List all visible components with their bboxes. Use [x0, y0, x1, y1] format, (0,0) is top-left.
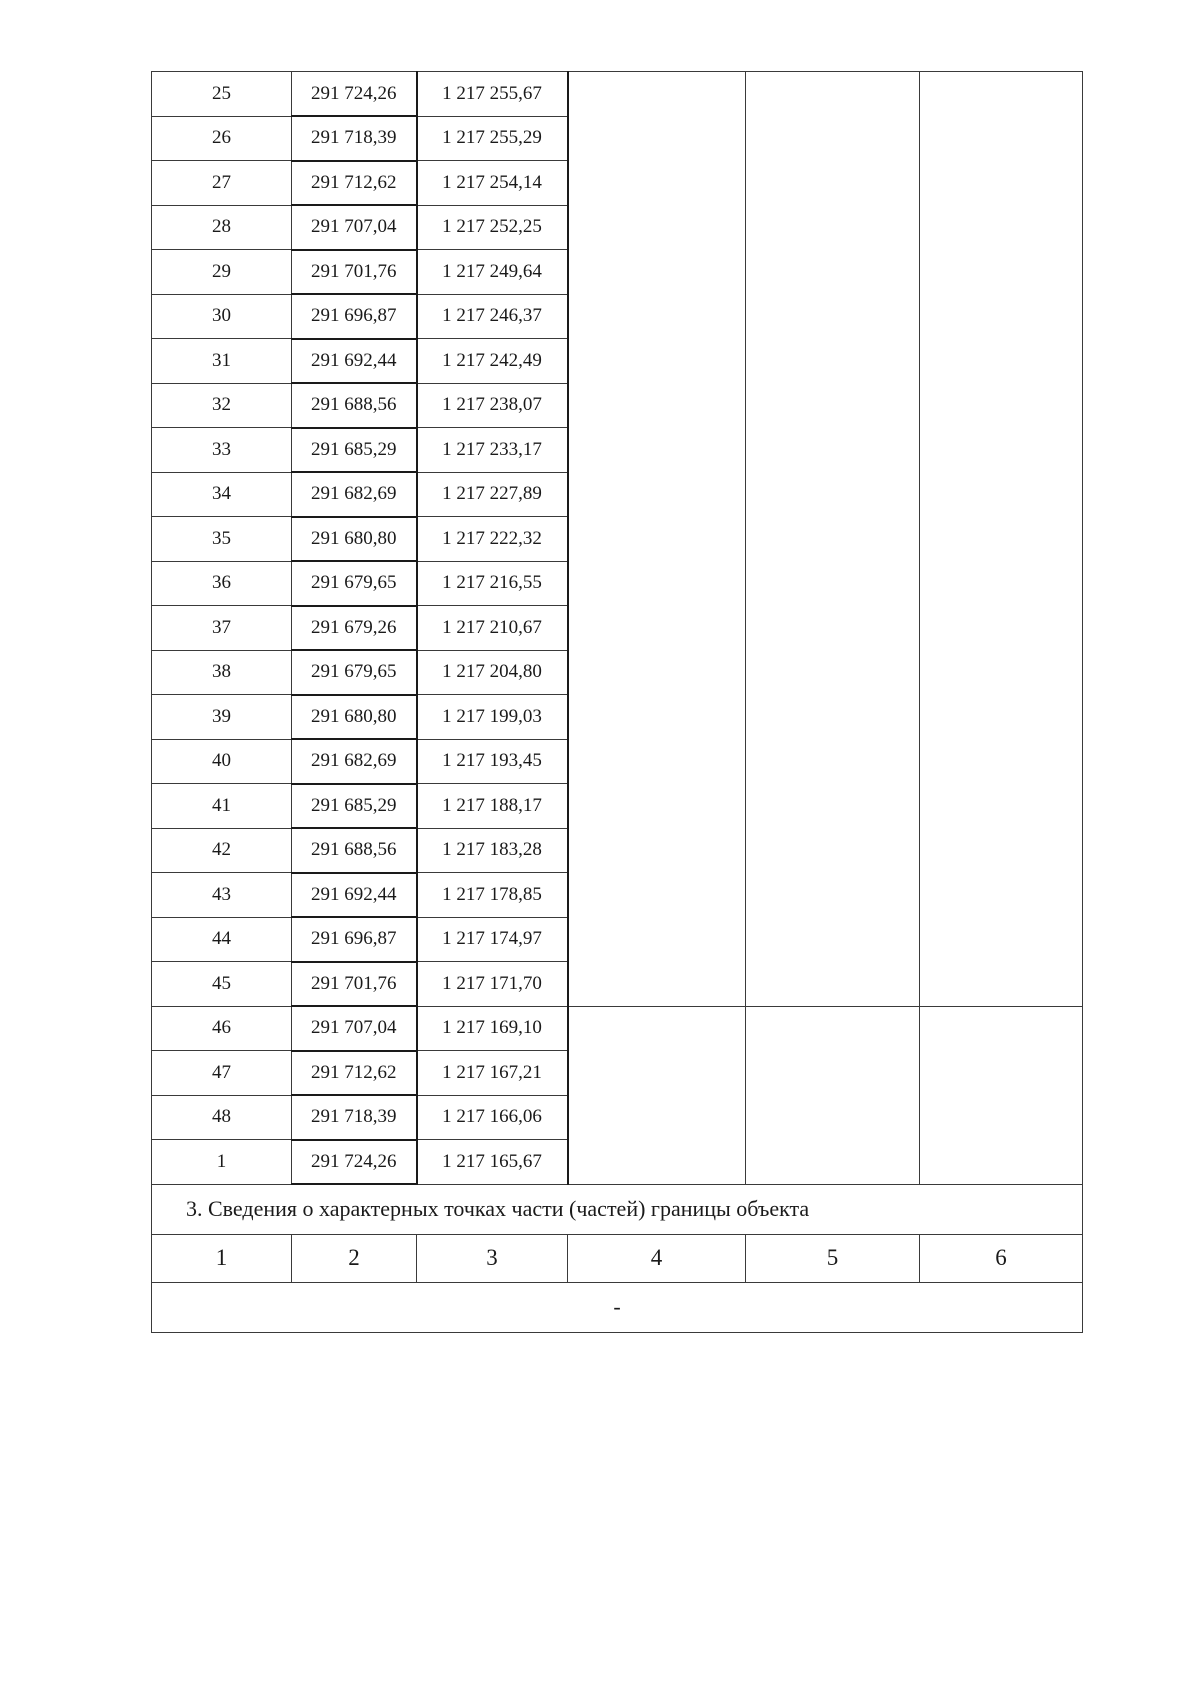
point-number: 32 [152, 383, 292, 428]
point-y-coordinate: 1 217 252,25 [417, 205, 568, 250]
point-number: 38 [152, 650, 292, 695]
point-number: 46 [152, 1006, 292, 1051]
point-number: 41 [152, 784, 292, 829]
point-y-coordinate: 1 217 169,10 [417, 1006, 568, 1051]
point-number: 30 [152, 294, 292, 339]
section3-header-4: 4 [568, 1234, 746, 1282]
point-x-coordinate: 291 680,80 [292, 517, 417, 562]
section3-header-1: 1 [152, 1234, 292, 1282]
point-y-coordinate: 1 217 193,45 [417, 739, 568, 784]
point-y-coordinate: 1 217 167,21 [417, 1051, 568, 1096]
point-x-coordinate: 291 680,80 [292, 695, 417, 740]
coordinates-table-body [152, 72, 1083, 1333]
point-x-coordinate: 291 707,04 [292, 1006, 417, 1051]
section3-header-2: 2 [292, 1234, 417, 1282]
point-number: 44 [152, 917, 292, 962]
section3-header-row [152, 1234, 1083, 1282]
point-y-coordinate: 1 217 174,97 [417, 917, 568, 962]
point-number: 27 [152, 161, 292, 206]
point-y-coordinate: 1 217 183,28 [417, 828, 568, 873]
section3-title: 3. Сведения о характерных точках части (частей) границы объекта [152, 1184, 1083, 1234]
point-number: 26 [152, 116, 292, 161]
coordinates-table [151, 71, 1083, 1333]
point-x-coordinate: 291 724,26 [292, 72, 417, 117]
point-x-coordinate: 291 692,44 [292, 339, 417, 384]
point-x-coordinate: 291 696,87 [292, 294, 417, 339]
point-x-coordinate: 291 685,29 [292, 784, 417, 829]
point-y-coordinate: 1 217 238,07 [417, 383, 568, 428]
point-x-coordinate: 291 688,56 [292, 828, 417, 873]
section3-header-3: 3 [417, 1234, 568, 1282]
point-y-coordinate: 1 217 178,85 [417, 873, 568, 918]
point-number: 42 [152, 828, 292, 873]
point-y-coordinate: 1 217 166,06 [417, 1095, 568, 1140]
point-y-coordinate: 1 217 165,67 [417, 1140, 568, 1185]
point-number: 36 [152, 561, 292, 606]
point-number: 33 [152, 428, 292, 473]
point-y-coordinate: 1 217 246,37 [417, 294, 568, 339]
point-number: 37 [152, 606, 292, 651]
point-y-coordinate: 1 217 204,80 [417, 650, 568, 695]
empty-cell-col-4 [568, 72, 746, 1007]
empty-cell-col-4 [568, 1006, 746, 1184]
empty-cell-col-5 [746, 72, 920, 1007]
point-number: 25 [152, 72, 292, 117]
point-number: 35 [152, 517, 292, 562]
point-x-coordinate: 291 701,76 [292, 962, 417, 1007]
point-x-coordinate: 291 712,62 [292, 161, 417, 206]
empty-cell-col-6 [920, 72, 1083, 1007]
point-y-coordinate: 1 217 249,64 [417, 250, 568, 295]
point-y-coordinate: 1 217 255,29 [417, 116, 568, 161]
point-y-coordinate: 1 217 233,17 [417, 428, 568, 473]
point-x-coordinate: 291 701,76 [292, 250, 417, 295]
point-x-coordinate: 291 679,65 [292, 650, 417, 695]
point-y-coordinate: 1 217 199,03 [417, 695, 568, 740]
empty-cell-col-6 [920, 1006, 1083, 1184]
point-number: 47 [152, 1051, 292, 1096]
point-x-coordinate: 291 692,44 [292, 873, 417, 918]
section3-title-row [152, 1184, 1083, 1234]
point-x-coordinate: 291 679,26 [292, 606, 417, 651]
point-y-coordinate: 1 217 227,89 [417, 472, 568, 517]
point-number: 1 [152, 1140, 292, 1185]
point-number: 34 [152, 472, 292, 517]
point-x-coordinate: 291 696,87 [292, 917, 417, 962]
section3-header-5: 5 [746, 1234, 920, 1282]
point-x-coordinate: 291 688,56 [292, 383, 417, 428]
page [151, 71, 1082, 1333]
point-x-coordinate: 291 707,04 [292, 205, 417, 250]
section3-empty-row [152, 1282, 1083, 1332]
point-y-coordinate: 1 217 222,32 [417, 517, 568, 562]
point-x-coordinate: 291 718,39 [292, 116, 417, 161]
point-y-coordinate: 1 217 242,49 [417, 339, 568, 384]
point-y-coordinate: 1 217 171,70 [417, 962, 568, 1007]
point-number: 39 [152, 695, 292, 740]
point-row [152, 72, 1083, 117]
point-x-coordinate: 291 682,69 [292, 472, 417, 517]
empty-cell-col-5 [746, 1006, 920, 1184]
point-x-coordinate: 291 682,69 [292, 739, 417, 784]
point-number: 40 [152, 739, 292, 784]
point-x-coordinate: 291 712,62 [292, 1051, 417, 1096]
point-x-coordinate: 291 724,26 [292, 1140, 417, 1185]
point-number: 28 [152, 205, 292, 250]
point-number: 43 [152, 873, 292, 918]
section3-empty-value: - [152, 1282, 1083, 1332]
point-x-coordinate: 291 718,39 [292, 1095, 417, 1140]
point-number: 45 [152, 962, 292, 1007]
point-x-coordinate: 291 679,65 [292, 561, 417, 606]
point-y-coordinate: 1 217 254,14 [417, 161, 568, 206]
point-number: 29 [152, 250, 292, 295]
point-x-coordinate: 291 685,29 [292, 428, 417, 473]
point-y-coordinate: 1 217 255,67 [417, 72, 568, 117]
point-number: 31 [152, 339, 292, 384]
point-y-coordinate: 1 217 216,55 [417, 561, 568, 606]
point-row [152, 1006, 1083, 1051]
point-y-coordinate: 1 217 210,67 [417, 606, 568, 651]
point-y-coordinate: 1 217 188,17 [417, 784, 568, 829]
section3-header-6: 6 [920, 1234, 1083, 1282]
point-number: 48 [152, 1095, 292, 1140]
